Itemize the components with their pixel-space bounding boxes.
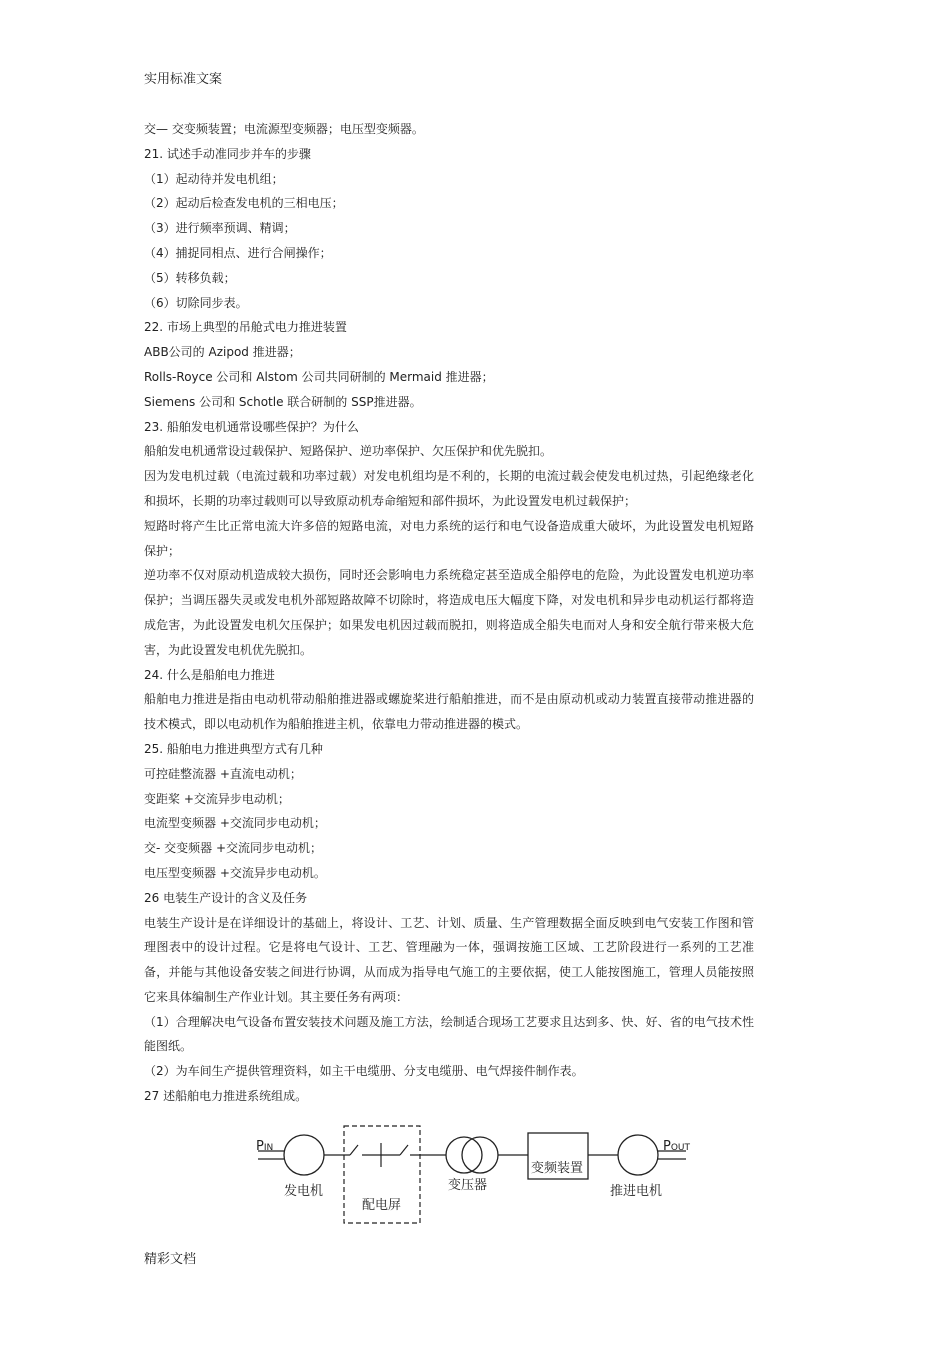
text-line: Siemens 公司和 Schotle 联合研制的 SSP推进器。 xyxy=(144,394,422,409)
text-line: 船舶发电机通常设过载保护、短路保护、逆功率保护、欠压保护和优先脱扣。 xyxy=(144,444,553,459)
text-line: 变距桨 +交流异步电动机； xyxy=(144,791,290,806)
generator-label: 发电机 xyxy=(284,1184,324,1199)
text-line: （2）为车间生产提供管理资料，如主干电缆册、分支电缆册、电气焊接件制作表。 xyxy=(144,1064,584,1079)
text-line: 23. 船舶发电机通常设哪些保护？为什么 xyxy=(144,419,359,434)
diagram-svg xyxy=(250,1123,700,1228)
text-paragraph: 逆功率不仅对原动机造成较大损伤，同时还会影响电力系统稳定甚至造成全船停电的危险，为此设置发电机逆功率保护；当调压器失灵或发电机外部短路故障不切除时，将造成电压大幅度下降，对发电机和异步电动机运行都将造成危害，为此设置发电机欠压保护；如果发电机因过载而脱扣，则将造成全船失电而对人身和安全航行带来极大危害，为此设置发电机优先脱扣。 xyxy=(144,568,754,657)
breaker-left xyxy=(350,1145,358,1155)
text-line: ABB公司的 Azipod 推进器； xyxy=(144,345,301,360)
text-line: 电流型变频器 +交流同步电动机； xyxy=(144,816,326,831)
switchboard-label: 配电屏 xyxy=(362,1198,402,1213)
motor-label: 推进电机 xyxy=(610,1184,663,1199)
text-line: 电压型变频器 +交流异步电动机。 xyxy=(144,865,326,880)
generator-symbol xyxy=(284,1135,324,1175)
text-line: 21. 试述手动准同步并车的步骤 xyxy=(144,146,311,161)
transformer-label: 变压器 xyxy=(448,1178,488,1193)
p-in-label: PIN xyxy=(256,1139,274,1154)
document-body xyxy=(144,117,754,1109)
motor-symbol xyxy=(618,1135,658,1175)
text-line: 27 述船舶电力推进系统组成。 xyxy=(144,1089,308,1104)
text-line: （4）捕捉同相点、进行合闸操作； xyxy=(144,245,332,260)
text-line: （2）起动后检查发电机的三相电压； xyxy=(144,196,344,211)
text-line: （5）转移负载； xyxy=(144,270,236,285)
text-line: 交— 交变频装置；电流源型变频器；电压型变频器。 xyxy=(144,122,424,136)
p-out-label: POUT xyxy=(663,1139,691,1154)
transformer-winding-2 xyxy=(462,1137,498,1173)
text-paragraph: 电装生产设计是在详细设计的基础上，将设计、工艺、计划、质量、生产管理数据全面反映到电气安装工作图和管理图表中的设计过程。它是将电气设计、工艺、管理融为一体，强调按施工区域、工艺阶段进行一系列的工艺准备，并能与其他设备安装之间进行协调，从而成为指导电气施工的主要依据，使工人能按图施工，管理人员能按照它来具体编制生产作业计划。其主要任务有两项： xyxy=(144,915,754,1004)
text-paragraph: （1）合理解决电气设备布置安装技术问题及施工方法，绘制适合现场工艺要求且达到多、快、好、省的电气技术性能图纸。 xyxy=(144,1014,754,1054)
breaker-right xyxy=(400,1145,408,1155)
text-line: 交- 交变频器 +交流同步电动机； xyxy=(144,841,323,856)
page-footer: 精彩文档 xyxy=(144,1252,197,1267)
text-line: （6）切除同步表。 xyxy=(144,295,248,310)
text-paragraph: 因为发电机过载（电流过载和功率过载）对发电机组均是不利的，长期的电流过载会使发电机过热，引起绝缘老化和损坏，长期的功率过载则可以导致原动机寿命缩短和部件损坏，为此设置发电机过载保护； xyxy=(144,469,754,508)
text-line: 25. 船舶电力推进典型方式有几种 xyxy=(144,741,323,756)
transformer-winding-1 xyxy=(446,1137,482,1173)
text-line: 可控硅整流器 +直流电动机； xyxy=(144,766,302,781)
page-header: 实用标准文案 xyxy=(144,72,223,87)
propulsion-system-diagram xyxy=(250,1123,700,1228)
text-line: 22. 市场上典型的吊舱式电力推进装置 xyxy=(144,320,347,335)
text-paragraph: 船舶电力推进是指由电动机带动船舶推进器或螺旋桨进行船舶推进，而不是由原动机或动力装置直接带动推进器的技术模式，即以电动机作为船舶推进主机，依靠电力带动推进器的模式。 xyxy=(144,692,754,732)
text-line: （3）进行频率预调、精调； xyxy=(144,221,296,236)
text-line: 26 电装生产设计的含义及任务 xyxy=(144,890,308,905)
text-line: （1）起动待并发电机组； xyxy=(144,171,284,186)
text-line: 24. 什么是船舶电力推进 xyxy=(144,667,275,682)
text-line: Rolls-Royce 公司和 Alstom 公司共同研制的 Mermaid 推进器； xyxy=(144,369,494,384)
converter-label: 变频装置 xyxy=(531,1161,584,1176)
text-paragraph: 短路时将产生比正常电流大许多倍的短路电流，对电力系统的运行和电气设备造成重大破坏，为此设置发电机短路保护； xyxy=(144,518,754,558)
